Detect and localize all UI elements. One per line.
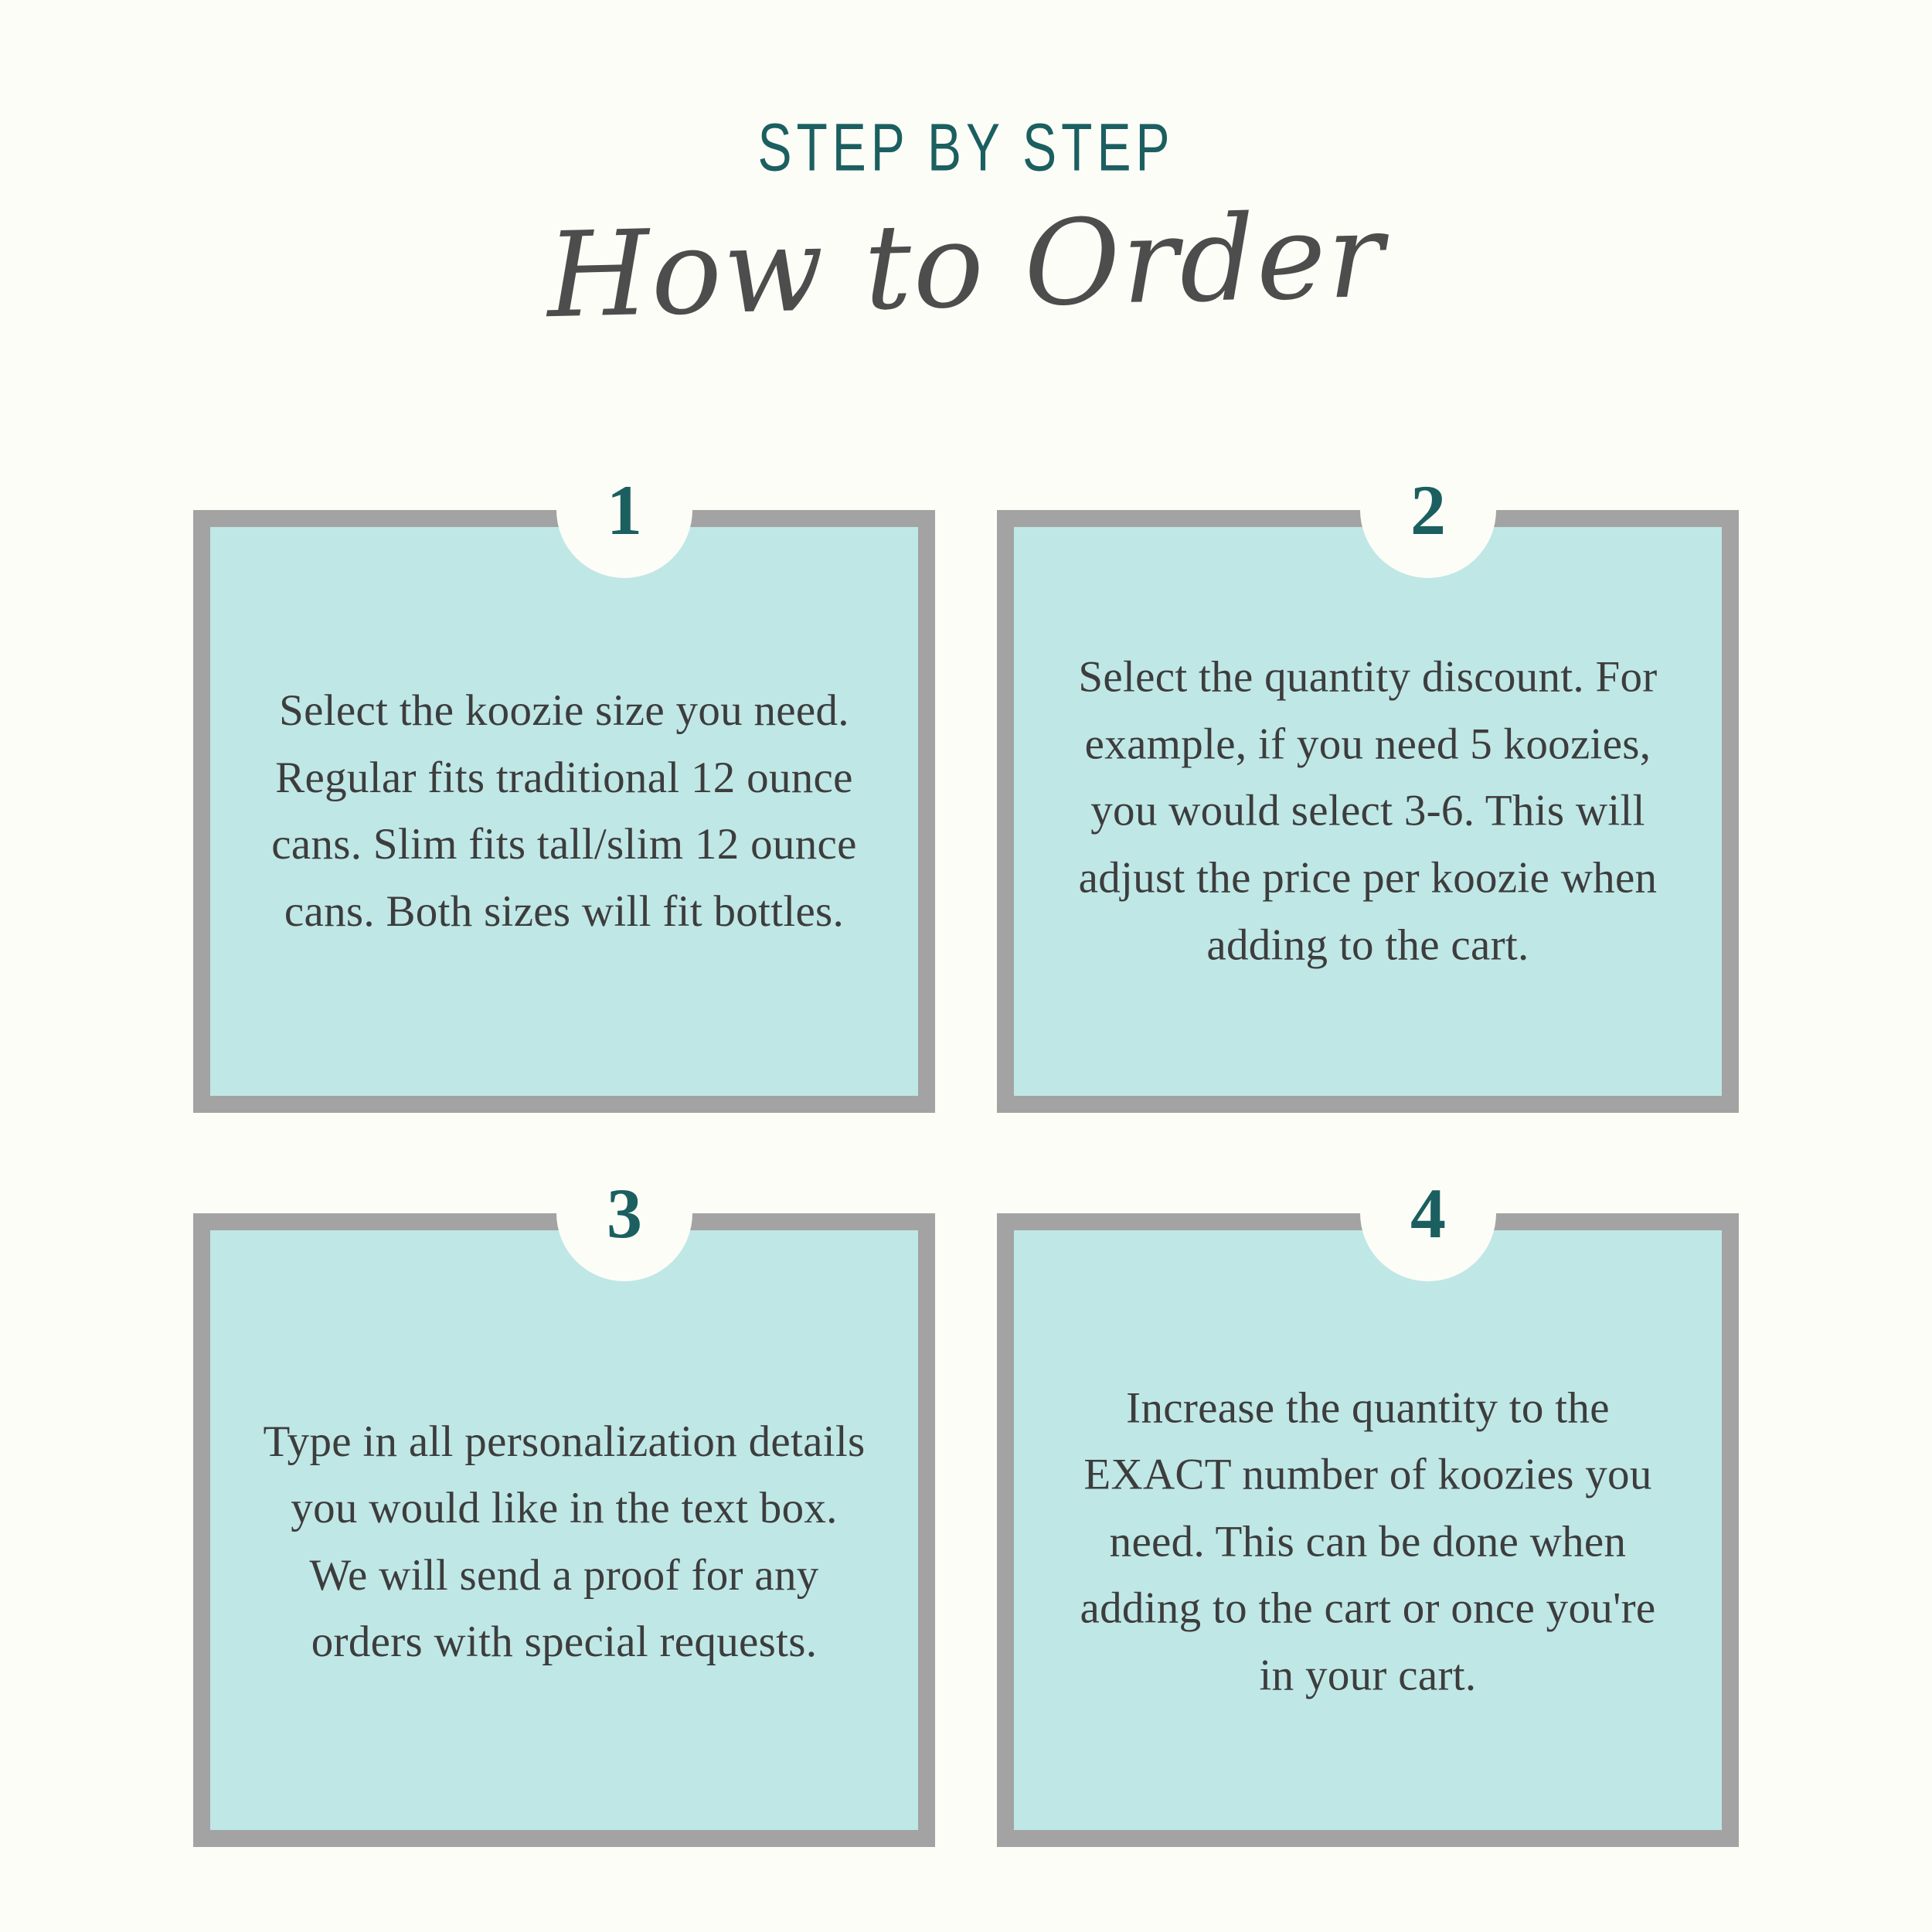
step-badge-2: 2	[1360, 442, 1496, 578]
step-card-1	[193, 471, 935, 1113]
step-card-4-box	[997, 1213, 1739, 1847]
step-card-3	[193, 1174, 935, 1847]
step-card-2	[997, 471, 1739, 1113]
header	[0, 108, 1932, 345]
step-card-3-box	[193, 1213, 935, 1847]
page-title: How to Order	[545, 186, 1387, 345]
step-card-3-text: Type in all personalization details you would like in the text box. We will send a proof for any orders with special requests.	[263, 1417, 866, 1667]
step-card-4	[997, 1174, 1739, 1847]
eyebrow-text: STEP BY STEP	[757, 109, 1175, 185]
step-card-4-text: Increase the quantity to the EXACT number of koozies you need. This can be done when adding to the cart or once you're in your cart.	[1080, 1383, 1656, 1700]
step-card-1-box	[193, 510, 935, 1113]
steps-grid	[193, 471, 1739, 1847]
step-badge-1: 1	[556, 442, 692, 578]
step-badge-4: 4	[1360, 1145, 1496, 1281]
step-badge-3: 3	[556, 1145, 692, 1281]
step-card-2-box	[997, 510, 1739, 1113]
step-card-2-text: Select the quantity discount. For example, if you need 5 koozies, you would select 3-6. This will adjust the price per koozie when adding to the cart.	[1078, 652, 1658, 969]
step-card-1-text: Select the koozie size you need. Regular fits traditional 12 ounce cans. Slim fits tall/slim 12 ounce cans. Both sizes will fit bottles.	[271, 685, 857, 936]
